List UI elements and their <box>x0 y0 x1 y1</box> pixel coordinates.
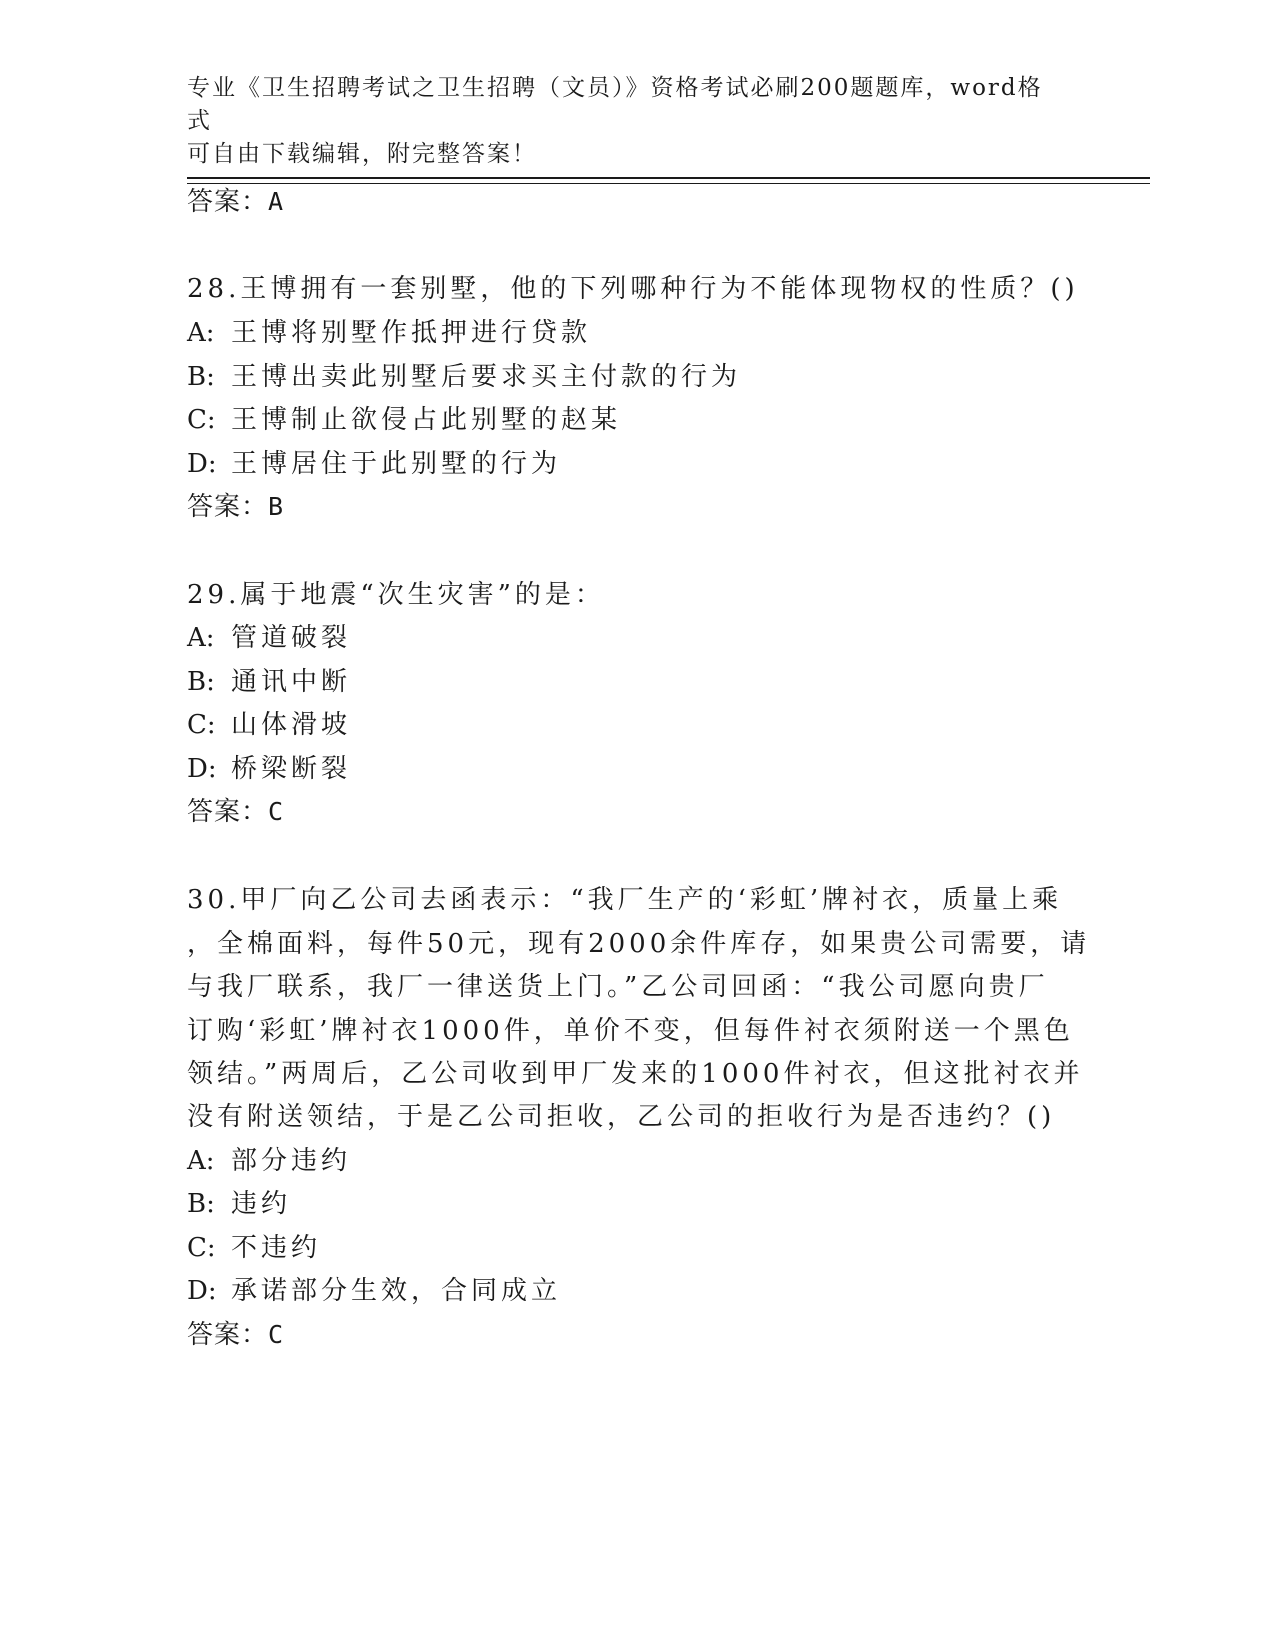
option-a <box>187 1144 351 1178</box>
option-c <box>187 403 621 437</box>
answer-label: 答案： <box>187 1320 269 1350</box>
answer-value: C <box>268 797 285 826</box>
option-a <box>187 316 591 350</box>
option-text: 王博出卖此别墅后要求买主付款的行为 <box>231 362 742 392</box>
answer-line <box>187 1318 284 1352</box>
option-label: D: <box>187 754 217 784</box>
header-line-2: 可自由下载编辑，附完整答案！ <box>187 141 537 167</box>
option-b <box>187 665 351 699</box>
option-label: B: <box>187 667 215 697</box>
option-label: B: <box>187 1189 215 1219</box>
option-text: 桥梁断裂 <box>231 754 352 784</box>
header-line-1: 专业《卫生招聘考试之卫生招聘（文员）》资格考试必刷200题题库，word格式 <box>187 75 1043 134</box>
option-label: A: <box>187 1146 215 1176</box>
answer-value: A <box>268 187 285 216</box>
option-b <box>187 360 741 394</box>
answer-label: 答案： <box>187 187 269 217</box>
answer-value: C <box>268 1320 285 1349</box>
option-label: A: <box>187 318 215 348</box>
answer-value: B <box>268 492 285 521</box>
option-text: 王博将别墅作抵押进行贷款 <box>231 318 592 348</box>
option-label: A: <box>187 623 215 653</box>
document-header <box>187 72 1067 171</box>
option-text: 王博制止欲侵占此别墅的赵某 <box>231 405 622 435</box>
option-label: C: <box>187 405 216 435</box>
option-d <box>187 447 561 481</box>
option-text: 管道破裂 <box>231 623 352 653</box>
option-label: D: <box>187 449 217 479</box>
question-text: 29.属于地震“次生灾害”的是： <box>187 580 605 610</box>
option-text: 违约 <box>231 1189 292 1219</box>
option-text: 山体滑坡 <box>231 710 352 740</box>
answer-line <box>187 795 284 829</box>
question-text-line: 30.甲厂向乙公司去函表示：“我厂生产的‘彩虹’牌衬衣，质量上乘 <box>187 885 1063 915</box>
option-c <box>187 1231 321 1265</box>
question-text-line: ，全棉面料，每件50元，现有2000余件库存，如果贵公司需要，请 <box>187 929 1091 959</box>
header-divider-thin <box>187 183 1150 184</box>
answer-label: 答案： <box>187 492 269 522</box>
answer-line <box>187 185 284 219</box>
option-a <box>187 621 351 655</box>
option-text: 王博居住于此别墅的行为 <box>231 449 562 479</box>
option-d <box>187 752 351 786</box>
option-label: D: <box>187 1276 217 1306</box>
option-text: 部分违约 <box>231 1146 352 1176</box>
option-text: 不违约 <box>231 1233 322 1263</box>
header-divider-thick <box>187 177 1150 179</box>
question-text: 28.王博拥有一套别墅，他的下列哪种行为不能体现物权的性质？() <box>187 274 1079 304</box>
option-label: C: <box>187 710 216 740</box>
answer-line <box>187 490 284 524</box>
option-label: B: <box>187 362 215 392</box>
question-text-line: 订购‘彩虹’牌衬衣1000件，单价不变，但每件衬衣须附送一个黑色 <box>187 1016 1074 1046</box>
question-text-line: 没有附送领结，于是乙公司拒收，乙公司的拒收行为是否违约？() <box>187 1102 1056 1132</box>
option-b <box>187 1187 291 1221</box>
question-text-line: 与我厂联系，我厂一律送货上门。”乙公司回函：“我公司愿向贵厂 <box>187 972 1049 1002</box>
option-c <box>187 708 351 742</box>
answer-label: 答案： <box>187 797 269 827</box>
option-text: 承诺部分生效，合同成立 <box>231 1276 562 1306</box>
question-text-line: 领结。”两周后，乙公司收到甲厂发来的1000件衬衣，但这批衬衣并 <box>187 1059 1084 1089</box>
option-label: C: <box>187 1233 216 1263</box>
option-text: 通讯中断 <box>231 667 352 697</box>
option-d <box>187 1274 561 1308</box>
